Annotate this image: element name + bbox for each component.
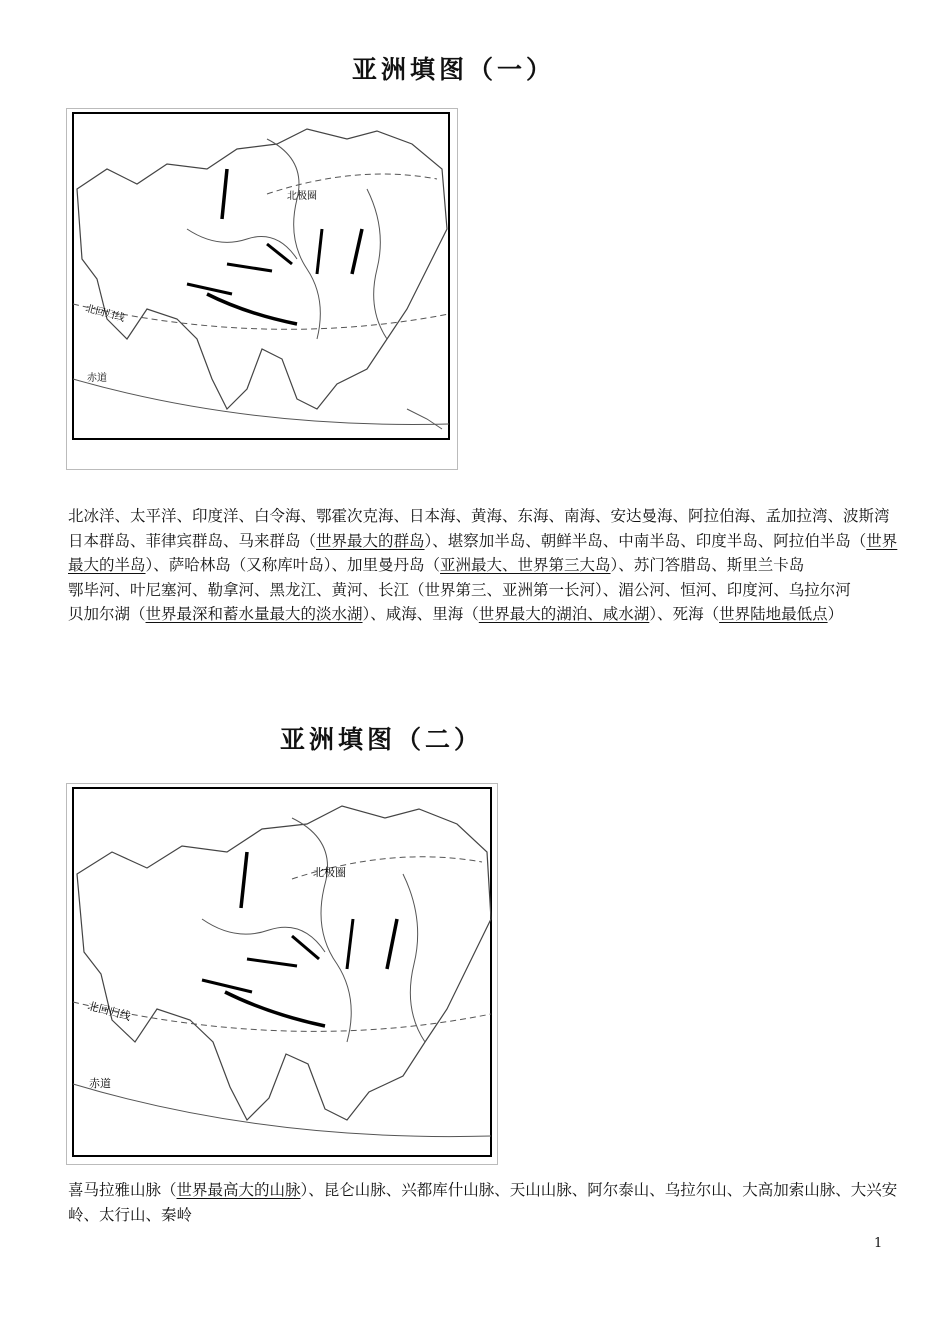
lakes-text-3: ）、死海（ [649,605,720,623]
lakes-text-4: ） [827,605,844,623]
islands-text-3: ）、萨哈林岛（又称库叶岛）、加里曼丹岛（ [145,556,441,574]
lakes-note-1: 世界最深和蓄水量最大的淡水湖 [145,605,363,623]
lakes-line [68,602,908,627]
mountains-line [68,1178,908,1227]
section1-title: 亚洲填图（一） [352,55,556,84]
islands-note-3: 亚洲最大、世界第三大岛 [440,556,611,574]
page-number: 1 [874,1236,883,1251]
islands-note-2: 世界最大的半岛 [68,531,898,574]
section2-title: 亚洲填图（二） [280,725,484,754]
section1-text [68,504,908,627]
asia-map-1 [66,108,458,470]
islands-text-4: ）、苏门答腊岛、斯里兰卡岛 [610,556,805,574]
map2-arctic-circle-label: 北极圈 [313,866,346,879]
map2-tropic-label: 北回归线 [86,999,133,1024]
mountains-text-1: 喜马拉雅山脉（ [68,1181,177,1199]
section2-text [68,1178,908,1227]
lakes-note-3: 世界陆地最低点 [719,605,828,623]
islands-text-2: ）、堪察加半岛、朝鲜半岛、中南半岛、印度半岛、阿拉伯半岛（ [424,531,867,550]
islands-text-1: 日本群岛、菲律宾群岛、马来群岛（ [68,531,317,550]
mountains-note-1: 世界最高大的山脉 [176,1181,301,1199]
oceans-seas-line: 北冰洋、太平洋、印度洋、白令海、鄂霍次克海、日本海、黄海、东海、南海、安达曼海、阿拉伯海、孟加拉湾、波斯湾 [68,507,890,525]
lakes-text-2: ）、咸海、里海（ [362,605,479,623]
map1-tropic-label: 北回归线 [84,303,126,325]
map2-equator-label: 赤道 [89,1077,111,1090]
map1-equator-label: 赤道 [87,373,107,384]
islands-note-1: 世界最大的群岛 [316,531,425,550]
lakes-note-2: 世界最大的湖泊、咸水湖 [478,605,650,623]
lakes-text-1: 贝加尔湖（ [68,605,146,623]
rivers-line: 鄂毕河、叶尼塞河、勒拿河、黑龙江、黄河、长江（世界第三、亚洲第一长河）、湄公河、恒河、印度河、乌拉尔河 [68,580,851,599]
mountains-text-2: ）、昆仑山脉、兴都库什山脉、天山山脉、阿尔泰山、乌拉尔山、大高加索山脉、大兴安岭、太行山、秦岭 [68,1181,898,1224]
islands-line [68,529,908,578]
asia-map-2 [66,783,498,1165]
map1-arctic-circle-label: 北极圈 [287,191,317,202]
